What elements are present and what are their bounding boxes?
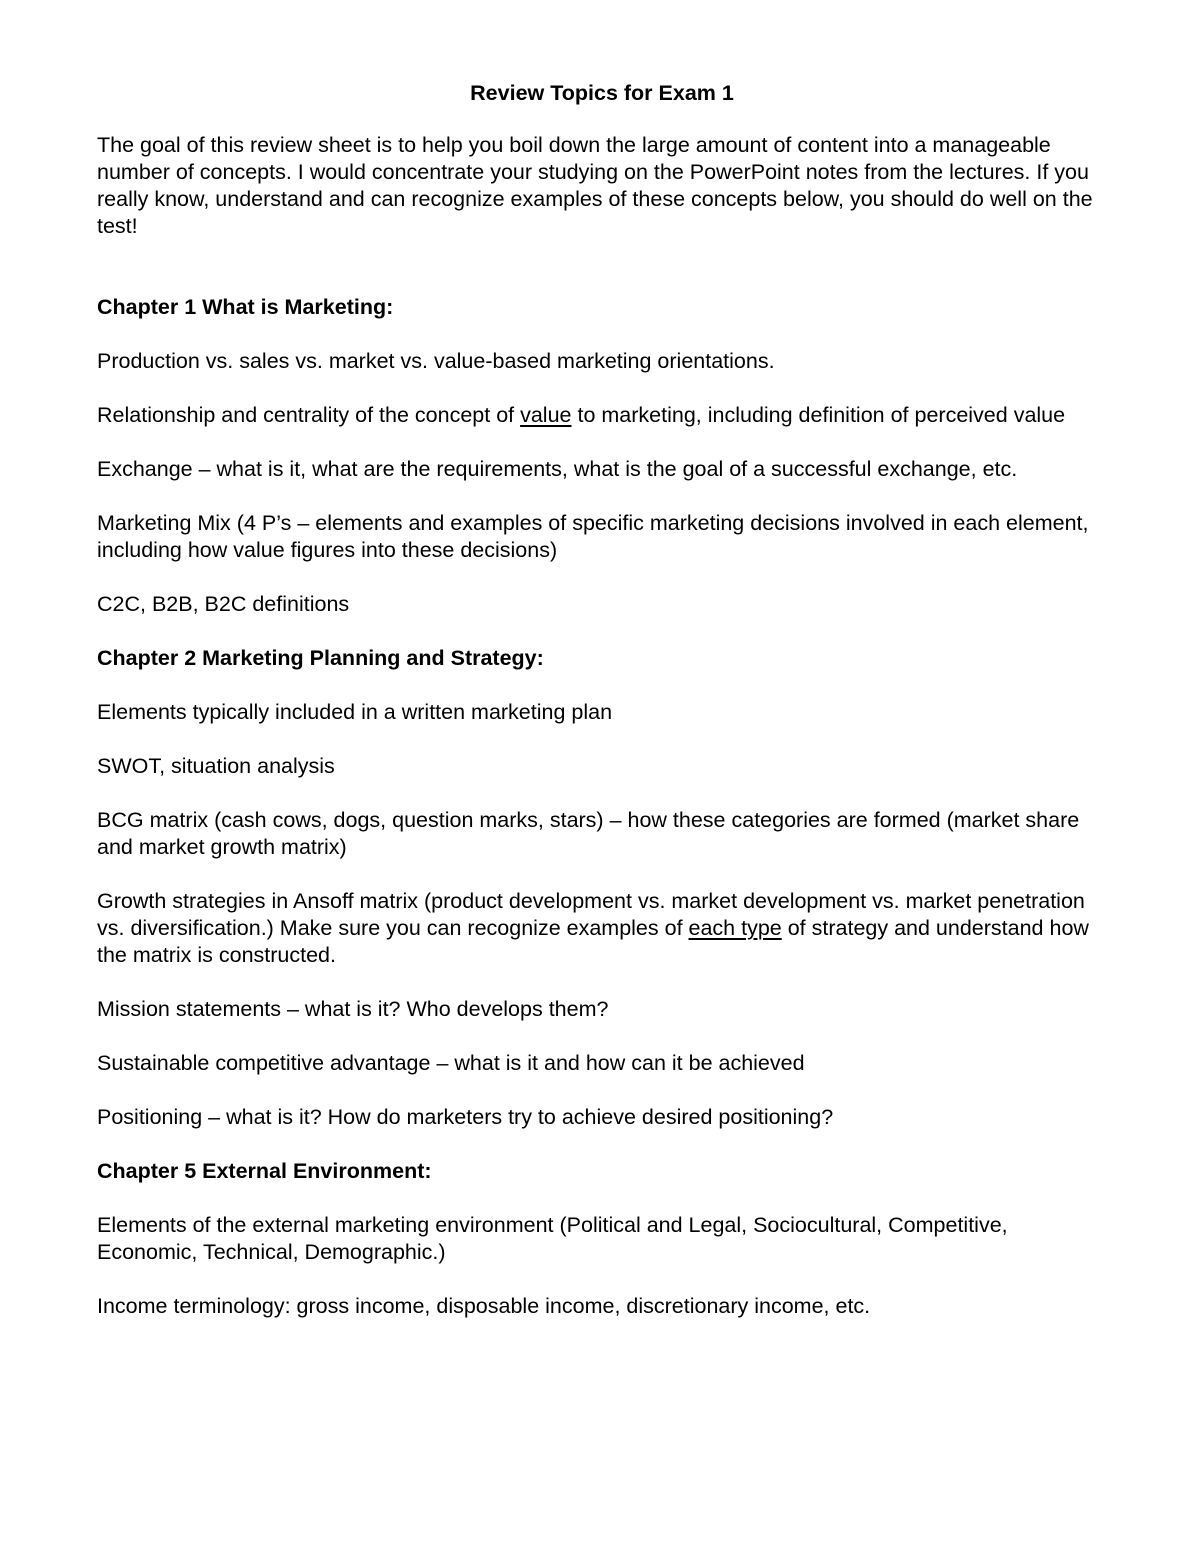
item-text-post: of strategy and understand how the matrix is constructed.: [97, 916, 1089, 967]
chapter-1-item-orientations: Production vs. sales vs. market vs. value-based marketing orientations.: [97, 349, 775, 373]
item-text-post: to marketing, including definition of perceived value: [571, 403, 1066, 427]
chapter-1-item-definitions: C2C, B2B, B2C definitions: [97, 592, 350, 616]
chapter-2-item-positioning: Positioning – what is it? How do marketers try to achieve desired positioning?: [97, 1105, 834, 1129]
chapter-2-heading: Chapter 2 Marketing Planning and Strategy:: [97, 646, 544, 670]
document-title: Review Topics for Exam 1: [470, 81, 734, 105]
underlined-term: value: [520, 403, 572, 427]
chapter-1-item-marketing-mix: Marketing Mix (4 P’s – elements and examples of specific marketing decisions involved in each element, including how value figures into these decisions): [97, 511, 1089, 562]
chapter-1-heading: Chapter 1 What is Marketing:: [97, 295, 394, 319]
chapter-2-item-bcg: BCG matrix (cash cows, dogs, question marks, stars) – how these categories are formed (market share and market growth matrix): [97, 808, 1080, 859]
chapter-2-item-advantage: Sustainable competitive advantage – what is it and how can it be achieved: [97, 1051, 805, 1075]
chapter-2-item-swot: SWOT, situation analysis: [97, 754, 335, 778]
item-text-pre: Growth strategies in Ansoff matrix (product development vs. market development vs. market penetration vs. diversification.) Make sure you can recognize examples of: [97, 889, 1085, 940]
intro-paragraph: The goal of this review sheet is to help you boil down the large amount of content into a manageable number of concepts. I would concentrate your studying on the PowerPoint notes from the lectures. If you really know, understand and can recognize examples of these concepts below, you should do well on the test!: [97, 133, 1093, 238]
chapter-2-item-ansoff: [97, 888, 1107, 969]
item-text-pre: Relationship and centrality of the concept of: [97, 403, 521, 427]
chapter-1-item-value: [97, 402, 1107, 429]
document-page: [97, 80, 1107, 1347]
chapter-1-item-exchange: Exchange – what is it, what are the requirements, what is the goal of a successful exchange, etc.: [97, 457, 1018, 481]
chapter-5-item-environment: Elements of the external marketing environment (Political and Legal, Sociocultural, Competitive, Economic, Technical, Demographic.): [97, 1213, 1008, 1264]
chapter-5-item-income: Income terminology: gross income, disposable income, discretionary income, etc.: [97, 1294, 871, 1318]
chapter-5-heading: Chapter 5 External Environment:: [97, 1159, 432, 1183]
chapter-2-item-marketing-plan: Elements typically included in a written marketing plan: [97, 700, 613, 724]
chapter-2-item-mission: Mission statements – what is it? Who develops them?: [97, 997, 609, 1021]
underlined-term: each type: [688, 916, 782, 940]
